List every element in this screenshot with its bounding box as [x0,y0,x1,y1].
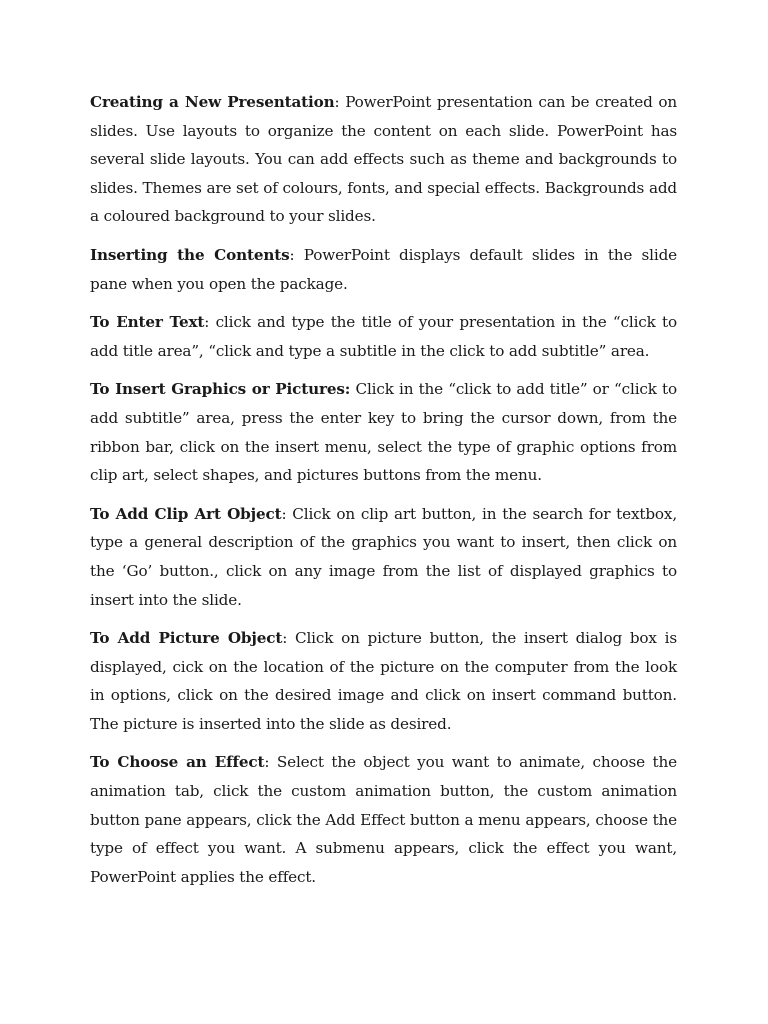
paragraph-term: To Choose an Effect [90,753,265,772]
paragraph-inserting-contents [90,241,677,298]
paragraph-body: Select the object you want to animate, choose the animation tab, click the custom animation button, the custom animation button pane appears, click the Add Effect button a menu appears, choose the type of effect you want. A submenu appears, click the effect you want, PowerPoint applies the effect. [90,753,677,886]
paragraph-body: Click on clip art button, in the search for textbox, type a general description of the graphics you want to insert, then click on the ‘Go’ button., click on any image from the list of displayed graphics to insert into the slide. [90,504,677,609]
paragraph-term: To Add Clip Art Object [90,504,282,523]
paragraph-separator: : [204,313,210,332]
paragraph-term: Creating a New Presentation [90,93,335,111]
paragraph-body: Click in the “click to add title” or “click to add subtitle” area, press the enter key to bring the cursor down, from the ribbon bar, click on the insert menu, select the type of graphic options from clip art, select shapes, and pictures buttons from the menu. [90,380,677,485]
paragraph-add-clip-art [90,500,677,614]
paragraph-enter-text [90,308,677,365]
paragraph-creating-presentation [90,88,677,231]
paragraph-body: PowerPoint presentation can be created on slides. Use layouts to organize the content on each slide. PowerPoint has several slide layouts. You can add effects such as theme and backgrounds to slides. Themes are set of colours, fonts, and special effects. Backgrounds add a coloured background to your slides. [90,93,677,226]
paragraph-term: Inserting the Contents [90,245,290,264]
paragraph-separator: : [289,245,295,264]
paragraph-separator: : [281,504,287,523]
paragraph-body: Click on picture button, the insert dialog box is displayed, cick on the location of the picture on the computer from the look in options, click on the desired image and click on insert command button. The picture is inserted into the slide as desired. [90,629,677,733]
paragraph-separator: : [282,629,288,648]
paragraph-separator: : [264,753,270,772]
document-page [90,88,677,901]
paragraph-body: PowerPoint displays default slides in the slide pane when you open the package. [90,245,677,293]
paragraph-insert-graphics [90,375,677,489]
paragraph-term: To Add Picture Object [90,629,283,648]
paragraph-body: click and type the title of your presentation in the “click to add title area”, “click and type a subtitle in the click to add subtitle” area. [90,313,677,360]
paragraph-term: To Enter Text [90,313,205,332]
paragraph-separator: : [334,93,340,111]
paragraph-term: To Insert Graphics or Pictures: [90,380,351,399]
paragraph-add-picture [90,624,677,738]
paragraph-choose-effect [90,748,677,891]
